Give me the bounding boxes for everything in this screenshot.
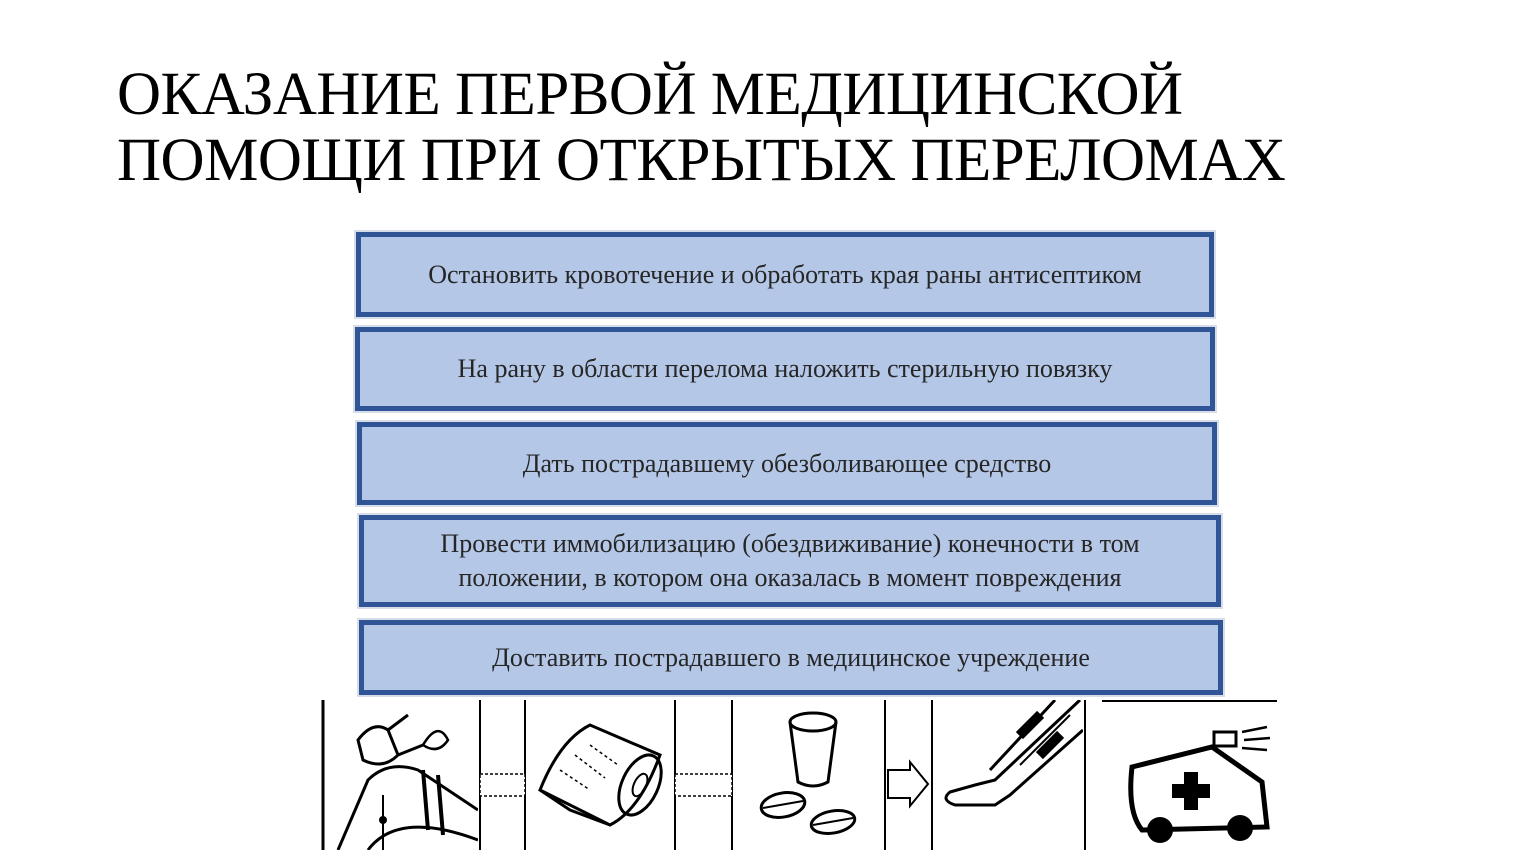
- bandage-roll-icon: [530, 700, 670, 850]
- step-4-text: Провести иммобилизацию (обездвиживание) конечности в том положении, в котором она оказалась в момент повреждения: [440, 529, 1140, 592]
- step-4-box: [359, 515, 1221, 607]
- splinted-leg-icon: [935, 700, 1083, 850]
- step-3-box: [357, 422, 1217, 505]
- step-5-text: Доставить пострадавшего в медицинское учреждение: [492, 642, 1090, 672]
- step-1-box: [356, 232, 1214, 317]
- step-5-box: [359, 620, 1223, 695]
- slide-title: [117, 62, 1417, 194]
- illustration-strip: [320, 700, 1280, 850]
- ambulance-icon: [1102, 700, 1277, 852]
- step-2-box: [355, 327, 1215, 411]
- title-line-1: ОКАЗАНИЕ ПЕРВОЙ МЕДИЦИНСКОЙ: [117, 61, 1183, 128]
- tourniquet-on-limb-icon: [328, 700, 478, 850]
- cup-and-pills-icon: [738, 700, 880, 850]
- step-1-text: Остановить кровотечение и обработать края раны антисептиком: [428, 259, 1142, 289]
- step-2-text: На рану в области перелома наложить стерильную повязку: [457, 354, 1113, 383]
- title-line-2: ПОМОЩИ ПРИ ОТКРЫТЫХ ПЕРЕЛОМАХ: [117, 127, 1286, 194]
- step-3-text: Дать пострадавшему обезболивающее средство: [522, 448, 1052, 478]
